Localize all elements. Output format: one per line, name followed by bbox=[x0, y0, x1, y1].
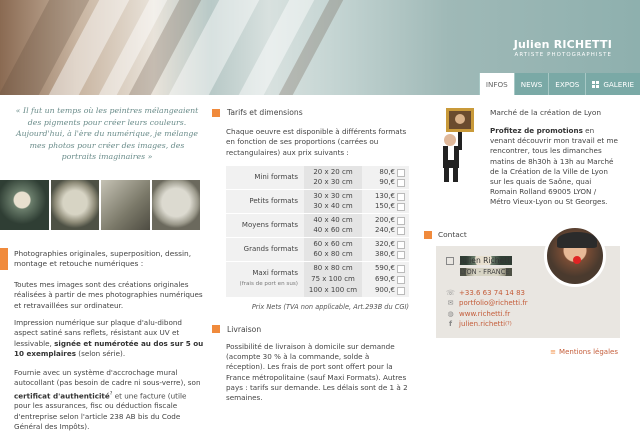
avatar-decoration bbox=[573, 256, 581, 264]
market-illustration bbox=[430, 108, 480, 183]
contact-website[interactable] bbox=[446, 309, 528, 319]
format-prices[interactable] bbox=[362, 190, 409, 213]
section-heading-photos: Photographies originales, superposition, dessin, montage et retouche numériques : bbox=[14, 249, 192, 269]
text: Maxi formats bbox=[252, 269, 298, 278]
avatar-decoration bbox=[557, 232, 597, 248]
heading-text: Contact bbox=[438, 230, 467, 239]
globe-icon: ◍ bbox=[447, 309, 454, 318]
format-prices[interactable] bbox=[362, 166, 409, 189]
text: Mentions légales bbox=[559, 348, 618, 356]
text: Moyens formats bbox=[241, 220, 298, 229]
text: 240,€ bbox=[362, 225, 395, 236]
text: +33.6 63 74 14 83 bbox=[459, 289, 525, 297]
contact-heading bbox=[424, 230, 467, 239]
artist-quote: « Il fut un temps où les peintres mélangeaient des pigments pour créer leurs couleurs. Aujourd'hui, à l'ère du numérique, je mélange mes photos pour créer des images, des portraits imaginaires » bbox=[15, 106, 199, 161]
text: 590,€ bbox=[362, 263, 395, 274]
contact-email[interactable] bbox=[446, 298, 528, 308]
text: www.richetti.fr bbox=[459, 309, 511, 318]
menu-icon: ≡ bbox=[550, 348, 557, 356]
format-prices[interactable] bbox=[362, 214, 409, 237]
text: 30 x 30 cm bbox=[313, 191, 353, 200]
nav-expos[interactable] bbox=[548, 73, 585, 95]
pricing-section bbox=[212, 108, 408, 404]
text: 20 x 20 cm bbox=[313, 167, 353, 176]
paragraph-certificate bbox=[14, 368, 204, 432]
format-label bbox=[226, 197, 304, 207]
contact-facebook[interactable] bbox=[446, 319, 528, 329]
text: 80,€ bbox=[362, 167, 395, 178]
contact-phone[interactable] bbox=[446, 288, 528, 298]
price-row bbox=[226, 238, 409, 262]
format-note: (frais de port en sus) bbox=[239, 280, 298, 287]
facebook-icon: f bbox=[448, 319, 453, 328]
text: 690,€ bbox=[362, 274, 395, 285]
delivery-text: Possibilité de livraison à domicile sur demande (acompte 30 % à la commande, solde à réception). Les frais de port sont offert pour la France métropolitaine (sauf Maxi Formats). Autres pays : tarifs sur demande. Les délais sont de 1 à 2 semaines. bbox=[226, 341, 408, 403]
avatar bbox=[544, 225, 606, 287]
text: Impression numérique sur plaque d'alu-dibond aspect satiné sans reflets, résistant aux UV et lessivable, bbox=[14, 318, 182, 348]
nav-label: EXPOS bbox=[555, 79, 580, 89]
contact-identity bbox=[446, 256, 512, 276]
id-card-icon bbox=[446, 257, 454, 265]
market-text bbox=[490, 126, 618, 208]
paragraph-creations: Toutes mes images sont des créations originales réalisées à partir de mes photographies numériques et retravaillées sur ordinateur. bbox=[14, 280, 203, 310]
nav-label: NEWS bbox=[520, 79, 543, 89]
heading-text: Livraison bbox=[227, 324, 262, 334]
artwork-thumbnail[interactable] bbox=[0, 180, 49, 230]
format-sizes bbox=[304, 214, 362, 237]
site-subtitle: ARTISTE PHOTOGRAPHISTE bbox=[514, 52, 612, 58]
artwork-thumbnail[interactable] bbox=[101, 180, 150, 230]
text: 900,€ bbox=[362, 285, 395, 296]
text: 40 x 60 cm bbox=[313, 226, 353, 235]
text: 20 x 30 cm bbox=[313, 178, 353, 187]
text: 100 x 100 cm bbox=[308, 285, 358, 294]
format-prices[interactable] bbox=[362, 238, 409, 261]
text: Mini formats bbox=[254, 172, 298, 181]
pricing-heading bbox=[212, 108, 408, 117]
text-bold: Profitez de promotions bbox=[490, 126, 583, 135]
heading-text: Tarifs et dimensions bbox=[227, 108, 303, 117]
text: 30 x 40 cm bbox=[313, 202, 353, 211]
text: portfolio@richetti.fr bbox=[459, 299, 528, 308]
text: 80 x 80 cm bbox=[313, 264, 353, 273]
nav-news[interactable] bbox=[514, 73, 549, 95]
text: 150,€ bbox=[362, 201, 395, 212]
site-brand[interactable] bbox=[514, 38, 612, 58]
format-sizes bbox=[304, 238, 362, 261]
contact-links bbox=[446, 288, 528, 329]
delivery-heading bbox=[212, 325, 408, 334]
phone-icon: ☏ bbox=[446, 289, 455, 297]
market-heading: Marché de la création de Lyon bbox=[490, 108, 602, 117]
format-sizes bbox=[304, 190, 362, 213]
text: (selon série). bbox=[76, 348, 126, 358]
price-row bbox=[226, 262, 409, 298]
pricing-intro: Chaque oeuvre est disponible à différents formats en fonction de ses proportions (carrées ou rectangulaires) aux prix suivants : bbox=[226, 127, 407, 157]
site-name: Julien RICHETTI bbox=[513, 38, 612, 51]
format-label bbox=[226, 245, 304, 255]
text: Grands formats bbox=[243, 244, 298, 253]
price-row bbox=[226, 190, 409, 214]
contact-city: LYON - FRANCE bbox=[460, 268, 512, 276]
format-label bbox=[226, 173, 304, 183]
footnote-mark[interactable]: ? bbox=[109, 390, 113, 397]
text: 90,€ bbox=[362, 177, 395, 188]
text: en venant découvrir mon travail et me rencontrer, tous les dimanches matins de 8h30h à 13h au Marché de la Création de la Ville de Lyon sur les quais de Saône, quai Romain Rolland 69005 LYON / Métro Vieux-Lyon ou St Georges. bbox=[490, 126, 618, 207]
grid-icon bbox=[592, 81, 599, 88]
text: 60 x 80 cm bbox=[313, 250, 353, 259]
footnote-mark: (?) bbox=[505, 320, 512, 327]
text: 200,€ bbox=[362, 215, 395, 226]
format-label bbox=[226, 269, 304, 289]
nav-label: GALERIE bbox=[603, 79, 634, 89]
price-row bbox=[226, 214, 409, 238]
format-label bbox=[226, 221, 304, 231]
contact-name: Julien Richetti bbox=[460, 256, 513, 265]
price-table bbox=[226, 166, 409, 298]
paragraph-printing bbox=[14, 318, 204, 359]
text: 40 x 40 cm bbox=[313, 215, 353, 224]
thumbnail-strip bbox=[0, 180, 200, 230]
text: Petits formats bbox=[249, 196, 298, 205]
nav-label: INFOS bbox=[485, 79, 508, 89]
format-sizes bbox=[304, 166, 362, 189]
main-nav bbox=[479, 73, 640, 95]
section-marker bbox=[0, 248, 8, 270]
text: et une facture (utile pour les assurances, fisc ou déduction fiscale d'entreprise selon l'article 238 AB bis du Code Général des Impôts). bbox=[14, 390, 187, 431]
text-bold: signée et numérotée au dos sur 5 ou 10 exemplaires bbox=[14, 338, 204, 358]
text: 380,€ bbox=[362, 249, 395, 260]
text: 320,€ bbox=[362, 239, 395, 250]
header-banner bbox=[0, 0, 640, 95]
format-prices[interactable] bbox=[362, 262, 409, 297]
text-bold: certificat d'authenticité bbox=[14, 390, 110, 400]
section-marker bbox=[212, 109, 220, 117]
legal-link[interactable] bbox=[550, 348, 618, 356]
text: Fournie avec un système d'accrochage mural autocollant (pas besoin de cadre ni sous-verre), son bbox=[14, 368, 201, 388]
artwork-thumbnail[interactable] bbox=[152, 180, 201, 230]
pricing-note: Prix Nets (TVA non applicable, Art.293B du CGI) bbox=[251, 302, 409, 311]
section-marker bbox=[212, 325, 220, 333]
text: 75 x 100 cm bbox=[311, 274, 355, 283]
format-sizes bbox=[304, 262, 362, 297]
artwork-thumbnail[interactable] bbox=[51, 180, 100, 230]
nav-galerie[interactable] bbox=[585, 73, 640, 95]
text: julien.richetti bbox=[459, 319, 506, 328]
nav-infos[interactable] bbox=[479, 73, 514, 95]
price-row bbox=[226, 166, 409, 190]
text: 130,€ bbox=[362, 191, 395, 202]
section-marker bbox=[424, 231, 432, 239]
mail-icon: ✉ bbox=[447, 299, 454, 308]
text: 60 x 60 cm bbox=[313, 239, 353, 248]
